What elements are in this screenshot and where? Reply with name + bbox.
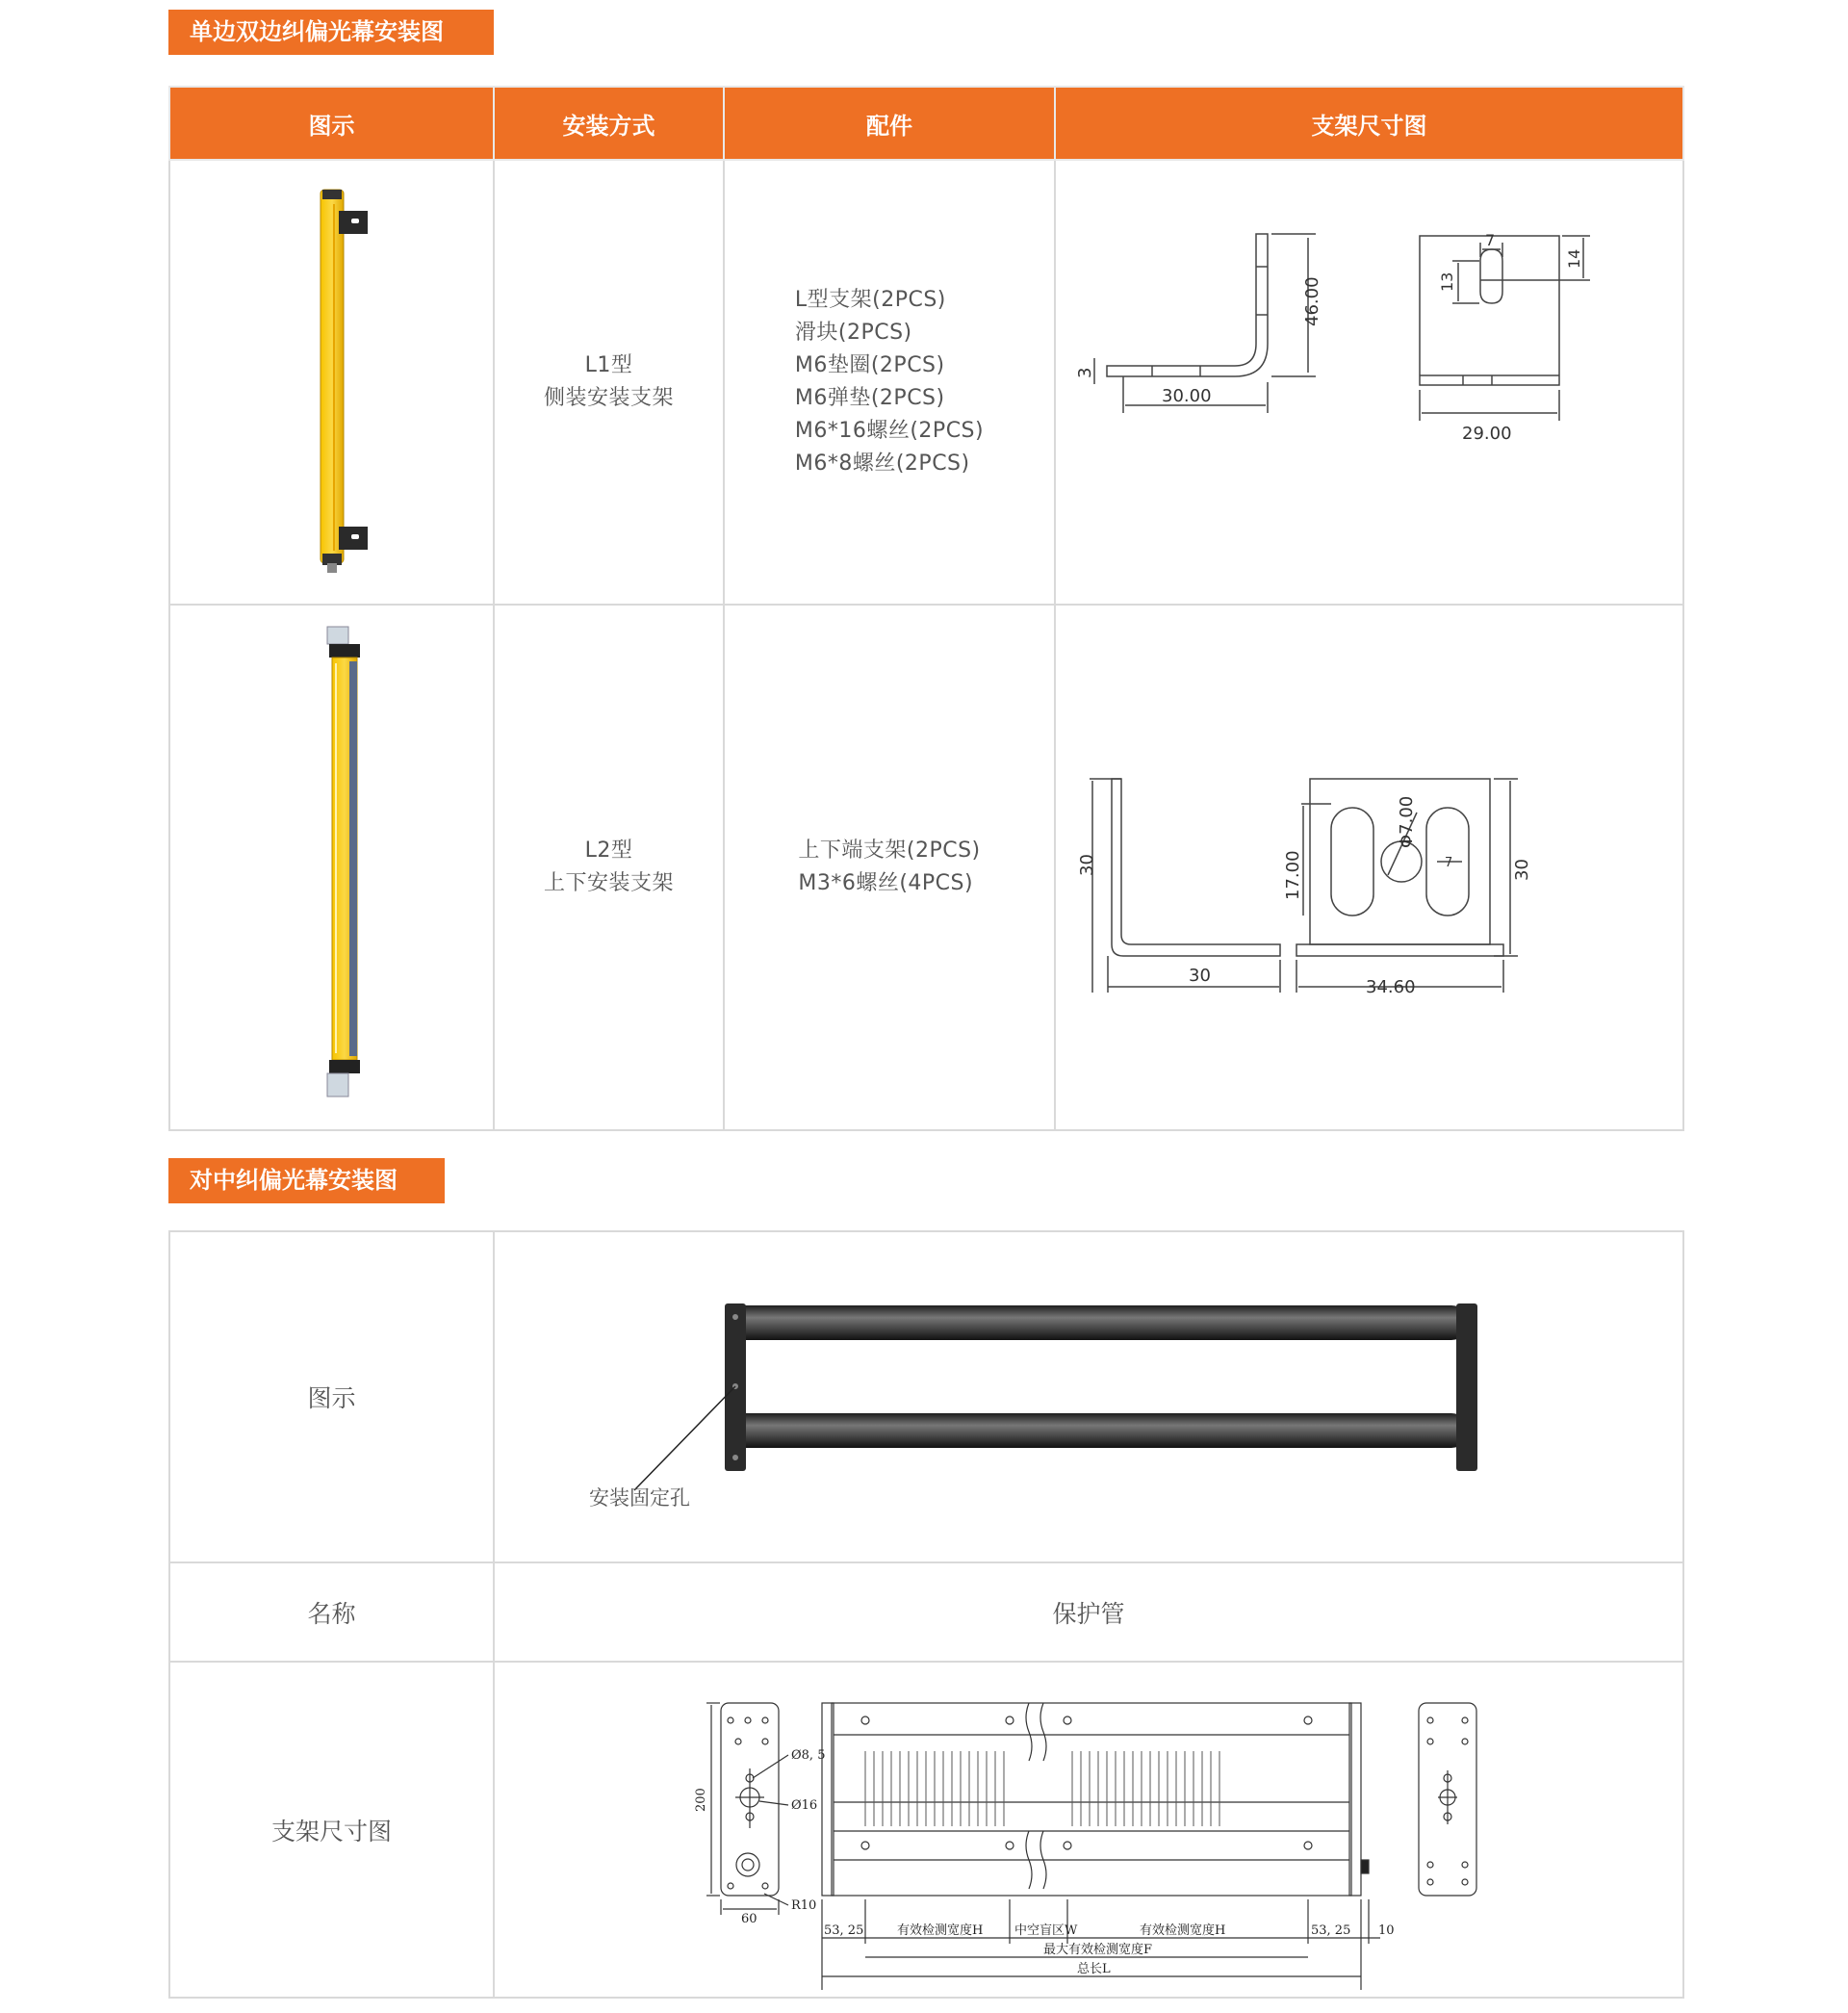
dimension-drawing-l1 (1055, 160, 1683, 605)
mount-name-l1: L1型 (584, 353, 633, 377)
table-row (169, 605, 1683, 1130)
table-row (169, 160, 1683, 605)
dim-total-length: 总长L (1077, 1962, 1111, 1976)
dim-slot-offset-l1: 7 (1485, 231, 1496, 249)
dim-max-effective: 最大有效检测宽度F (1043, 1943, 1153, 1957)
product-image-l1 (169, 160, 494, 605)
mount-name-l2: L2型 (584, 839, 633, 863)
leader-line (634, 1386, 735, 1490)
picture-label: 图示 (169, 1231, 494, 1562)
mount-cell-l1 (494, 160, 724, 605)
dim-plate-height-l2: 30 (1512, 859, 1532, 881)
dim-plate-width: 60 (741, 1912, 757, 1926)
accessories-list-l2 (798, 835, 980, 900)
dim-hole-position-l2: 17.00 (1283, 850, 1303, 900)
dim-big-hole: Ø16 (791, 1798, 818, 1813)
section2-title: 对中纠偏光幕安装图 (168, 1158, 445, 1203)
dim-radius: R10 (791, 1898, 817, 1913)
header-accessories: 配件 (724, 87, 1055, 160)
dim-height-l1: 46.00 (1302, 276, 1322, 326)
dim-small-hole: Ø8, 5 (791, 1748, 826, 1763)
list-item: L型支架(2PCS) (794, 288, 946, 312)
dim-tail: 10 (1378, 1923, 1395, 1938)
dim-plate-height: 200 (694, 1788, 708, 1812)
mount-hole-label: 安装固定孔 (589, 1486, 690, 1510)
list-item: M6*16螺丝(2PCS) (794, 419, 985, 443)
dim-effective-left: 有效检测宽度H (897, 1923, 984, 1938)
l1-bracket-drawing (1056, 161, 1684, 600)
dim-hole-diameter-l2: Φ7.00 (1397, 795, 1417, 848)
accessories-cell-l1 (724, 160, 1055, 605)
header-picture: 图示 (169, 87, 494, 160)
dim-edge-left: 53, 25 (824, 1923, 864, 1938)
protective-tube-drawing-cell (494, 1662, 1683, 1998)
list-item: M3*6螺丝(4PCS) (798, 871, 974, 895)
mount-cell-l2 (494, 605, 724, 1130)
dim-effective-right: 有效检测宽度H (1140, 1923, 1226, 1938)
header-dimensions: 支架尺寸图 (1055, 87, 1683, 160)
dim-thickness-l1: 3 (1075, 367, 1095, 378)
list-item: 上下端支架(2PCS) (798, 839, 981, 863)
dim-slot-top-l1: 14 (1565, 248, 1583, 269)
dim-plate-width-l2: 34.60 (1366, 977, 1416, 997)
list-item: M6垫圈(2PCS) (794, 353, 945, 377)
name-value: 保护管 (494, 1562, 1683, 1662)
dim-width-l1: 30.00 (1162, 386, 1212, 406)
protective-tube-dimension-drawing (495, 1663, 1684, 1993)
dim-plate-width-l1: 29.00 (1462, 424, 1512, 444)
dim-slot-height-l1: 13 (1438, 271, 1456, 292)
list-item: M6弹垫(2PCS) (794, 386, 945, 410)
accessories-list-l1 (795, 284, 984, 480)
product-image-l2 (169, 605, 494, 1130)
list-item: 滑块(2PCS) (794, 321, 912, 345)
dim-height-l2: 30 (1077, 854, 1097, 876)
section2-table (168, 1230, 1684, 1999)
dim-edge-right: 53, 25 (1311, 1923, 1351, 1938)
light-curtain-side-mount-image (170, 161, 495, 600)
protective-tube-image (495, 1232, 1684, 1558)
table-row (169, 1562, 1683, 1662)
accessories-cell-l2 (724, 605, 1055, 1130)
header-row (169, 87, 1683, 160)
name-label: 名称 (169, 1562, 494, 1662)
protective-tube-image-cell (494, 1231, 1683, 1562)
dim-width-l2: 30 (1189, 966, 1211, 986)
dim-blind-zone: 中空盲区W (1014, 1923, 1078, 1938)
section1-table (168, 86, 1684, 1131)
mount-desc-l2: 上下安装支架 (543, 871, 674, 895)
l2-bracket-drawing (1056, 606, 1684, 1125)
table-row (169, 1662, 1683, 1998)
section1-title: 单边双边纠偏光幕安装图 (168, 10, 494, 55)
header-mount: 安装方式 (494, 87, 724, 160)
dims-label: 支架尺寸图 (169, 1662, 494, 1998)
mount-desc-l1: 侧装安装支架 (543, 386, 674, 410)
dim-slot-width-l2: 7 (1445, 856, 1453, 870)
light-curtain-top-bottom-mount-image (170, 606, 495, 1125)
list-item: M6*8螺丝(2PCS) (794, 452, 970, 476)
table-row (169, 1231, 1683, 1562)
dimension-drawing-l2 (1055, 605, 1683, 1130)
